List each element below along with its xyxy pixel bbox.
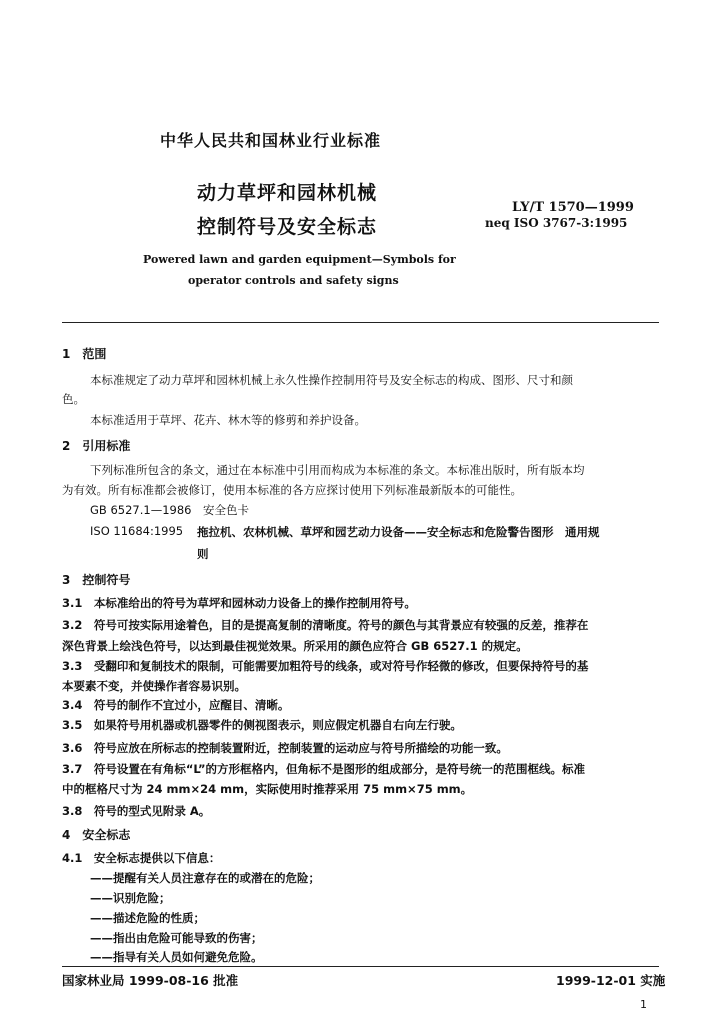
reference-iso-11684-title: 拖拉机、农林机械、草坪和园艺动力设备——安全标志和危险警告图形 通用规 xyxy=(197,525,600,539)
english-title-line2: operator controls and safety signs xyxy=(188,274,399,287)
approval-date: 国家林业局 1999-08-16 批准 xyxy=(62,973,239,988)
document-title-line2: 控制符号及安全标志 xyxy=(197,216,378,238)
info-item-3: ——描述危险的性质； xyxy=(90,911,205,925)
english-title-line1: Powered lawn and garden equipment—Symbols for xyxy=(143,253,456,266)
clause-3-5: 3.5 如果符号用机器或机器零件的侧视图表示，则应假定机器自右向左行驶。 xyxy=(62,718,462,732)
clause-3-3-cont: 本要素不变，并使操作者容易识别。 xyxy=(62,679,246,693)
section-2-paragraph: 下列标准所包含的条文，通过在本标准中引用而构成为本标准的条文。本标准出版时，所有版本均 xyxy=(90,463,585,477)
info-item-5: ——指导有关人员如何避免危险。 xyxy=(90,950,263,964)
clause-3-4: 3.4 符号的制作不宜过小，应醒目、清晰。 xyxy=(62,698,290,712)
section-1-paragraph-1: 本标准规定了动力草坪和园林机械上永久性操作控制用符号及安全标志的构成、图形、尺寸和颜 xyxy=(90,373,573,387)
section-2-paragraph-cont: 为有效。所有标准都会被修订，使用本标准的各方应探讨使用下列标准最新版本的可能性。 xyxy=(62,483,522,497)
clause-3-1: 3.1 本标准给出的符号为草坪和园林动力设备上的操作控制用符号。 xyxy=(62,596,416,610)
standard-body-heading: 中华人民共和国林业行业标准 xyxy=(160,131,382,150)
info-item-1: ——提醒有关人员注意存在的或潜在的危险； xyxy=(90,871,320,885)
implementation-date: 1999-12-01 实施 xyxy=(556,973,666,988)
info-item-4: ——指出由危险可能导致的伤害； xyxy=(90,931,263,945)
clause-3-6: 3.6 符号应放在所标志的控制装置附近，控制装置的运动应与符号所描绘的功能一致。 xyxy=(62,741,508,755)
section-1-paragraph-2: 本标准适用于草坪、花卉、林木等的修剪和养护设备。 xyxy=(90,413,366,427)
clause-4-1: 4.1 安全标志提供以下信息： xyxy=(62,851,221,865)
clause-3-3: 3.3 受翻印和复制技术的限制，可能需要加粗符号的线条，或对符号作轻微的修改，但要保持符号的基 xyxy=(62,659,589,673)
clause-3-2: 3.2 符号可按实际用途着色，目的是提高复制的清晰度。符号的颜色与其背景应有较强的反差，推荐在 xyxy=(62,618,589,632)
document-title-line1: 动力草坪和园林机械 xyxy=(197,182,378,204)
reference-iso-11684-title-cont: 则 xyxy=(197,547,209,561)
clause-3-7-cont: 中的框格尺寸为 24 mm×24 mm，实际使用时推荐采用 75 mm×75 mm。 xyxy=(62,782,473,796)
section-1-paragraph-1-cont: 色。 xyxy=(62,392,85,406)
reference-gb-6527: GB 6527.1—1986 安全色卡 xyxy=(90,503,249,517)
section-1-heading: 1 范围 xyxy=(62,347,107,361)
header-divider xyxy=(62,322,659,323)
section-4-heading: 4 安全标志 xyxy=(62,828,131,842)
clause-3-2-cont: 深色背景上绘浅色符号，以达到最佳视觉效果。所采用的颜色应符合 GB 6527.1 的规定。 xyxy=(62,639,528,653)
reference-iso-11684-code: ISO 11684:1995 xyxy=(90,524,184,538)
clause-3-7: 3.7 符号设置在有角标“L”的方形框格内，但角标不是图形的组成部分，是符号统一的范围框线。标准 xyxy=(62,762,586,776)
section-3-heading: 3 控制符号 xyxy=(62,573,131,587)
clause-3-8: 3.8 符号的型式见附录 A。 xyxy=(62,804,211,818)
page-number: 1 xyxy=(640,998,647,1011)
info-item-2: ——识别危险； xyxy=(90,891,171,905)
footer-divider xyxy=(62,966,659,967)
section-2-heading: 2 引用标准 xyxy=(62,439,131,453)
equivalent-standard: neq ISO 3767-3:1995 xyxy=(485,216,628,230)
standard-code: LY/T 1570—1999 xyxy=(512,200,634,215)
